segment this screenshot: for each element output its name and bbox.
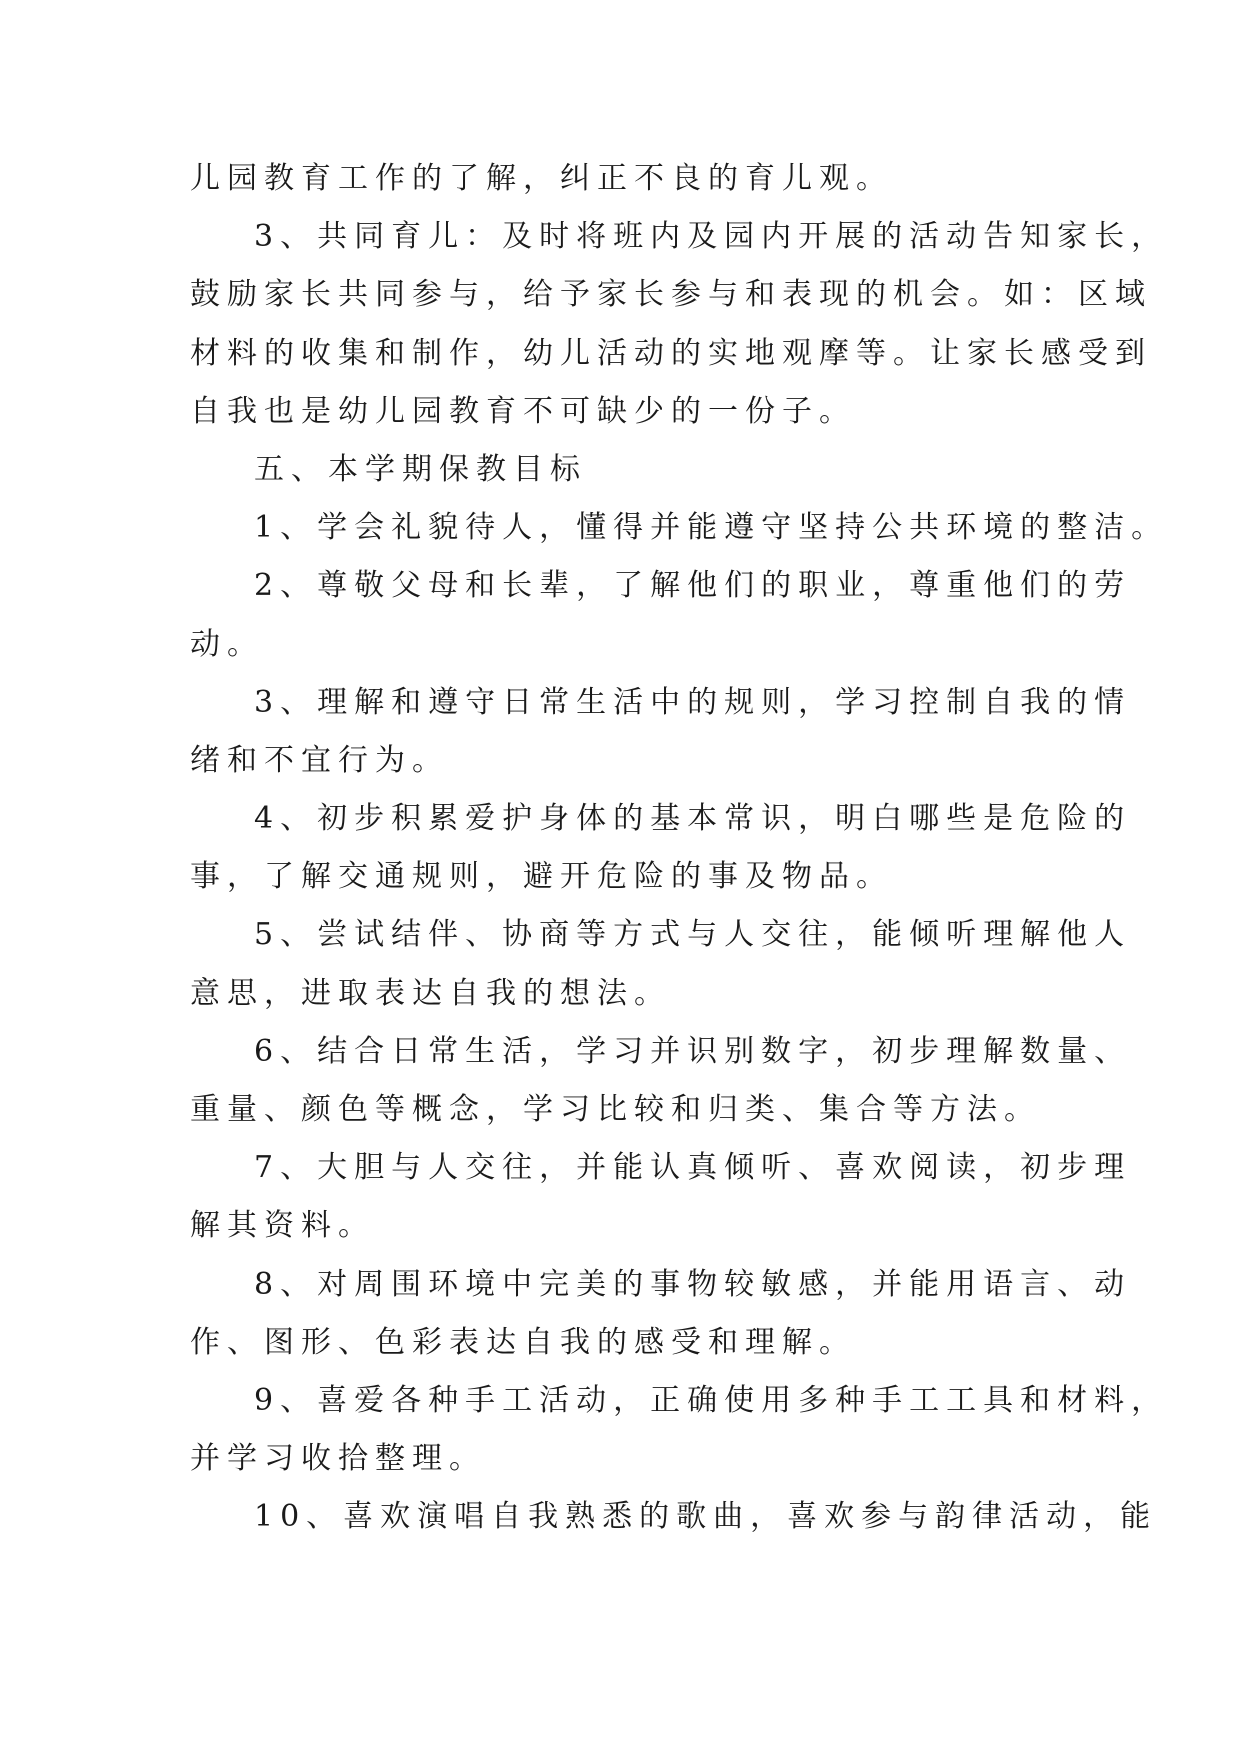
text-line: 8、对周围环境中完美的事物较敏感，并能用语言、动 xyxy=(254,1266,1132,1302)
text-line: 7、大胆与人交往，并能认真倾听、喜欢阅读，初步理 xyxy=(254,1150,1132,1186)
text-line: 1、学会礼貌待人，懂得并能遵守坚持公共环境的整洁。 xyxy=(254,510,1169,546)
section-heading: 五、本学期保教目标 xyxy=(254,451,587,487)
text-line: 2、尊敬父母和长辈，了解他们的职业，尊重他们的劳 xyxy=(254,568,1132,604)
text-line: 绪和不宜行为。 xyxy=(190,742,449,778)
text-line: 4、初步积累爱护身体的基本常识，明白哪些是危险的 xyxy=(254,801,1132,837)
text-line: 解其资料。 xyxy=(190,1208,375,1244)
document-body xyxy=(190,150,1169,1547)
text-line: 鼓励家长共同参与，给予家长参与和表现的机会。如：区域 xyxy=(190,277,1152,313)
text-line: 5、尝试结伴、协商等方式与人交往，能倾听理解他人 xyxy=(254,917,1132,953)
text-line: 3、理解和遵守日常生活中的规则，学习控制自我的情 xyxy=(254,684,1132,720)
text-line: 动。 xyxy=(190,626,264,662)
text-line: 意思，进取表达自我的想法。 xyxy=(190,975,671,1011)
text-line: 9、喜爱各种手工活动，正确使用多种手工工具和材料， xyxy=(254,1382,1169,1418)
text-line: 自我也是幼儿园教育不可缺少的一份子。 xyxy=(190,393,856,429)
text-line: 事，了解交通规则，避开危险的事及物品。 xyxy=(190,859,893,895)
text-line: 并学习收拾整理。 xyxy=(190,1441,486,1477)
text-line: 作、图形、色彩表达自我的感受和理解。 xyxy=(190,1324,856,1360)
text-line: 10、喜欢演唱自我熟悉的歌曲，喜欢参与韵律活动，能 xyxy=(254,1499,1158,1535)
text-line: 3、共同育儿：及时将班内及园内开展的活动告知家长， xyxy=(254,219,1169,255)
text-line: 儿园教育工作的了解，纠正不良的育儿观。 xyxy=(190,161,893,196)
text-line: 6、结合日常生活，学习并识别数字，初步理解数量、 xyxy=(254,1033,1132,1069)
text-line: 材料的收集和制作，幼儿活动的实地观摩等。让家长感受到 xyxy=(190,335,1152,371)
text-line: 重量、颜色等概念，学习比较和归类、集合等方法。 xyxy=(190,1092,1041,1127)
